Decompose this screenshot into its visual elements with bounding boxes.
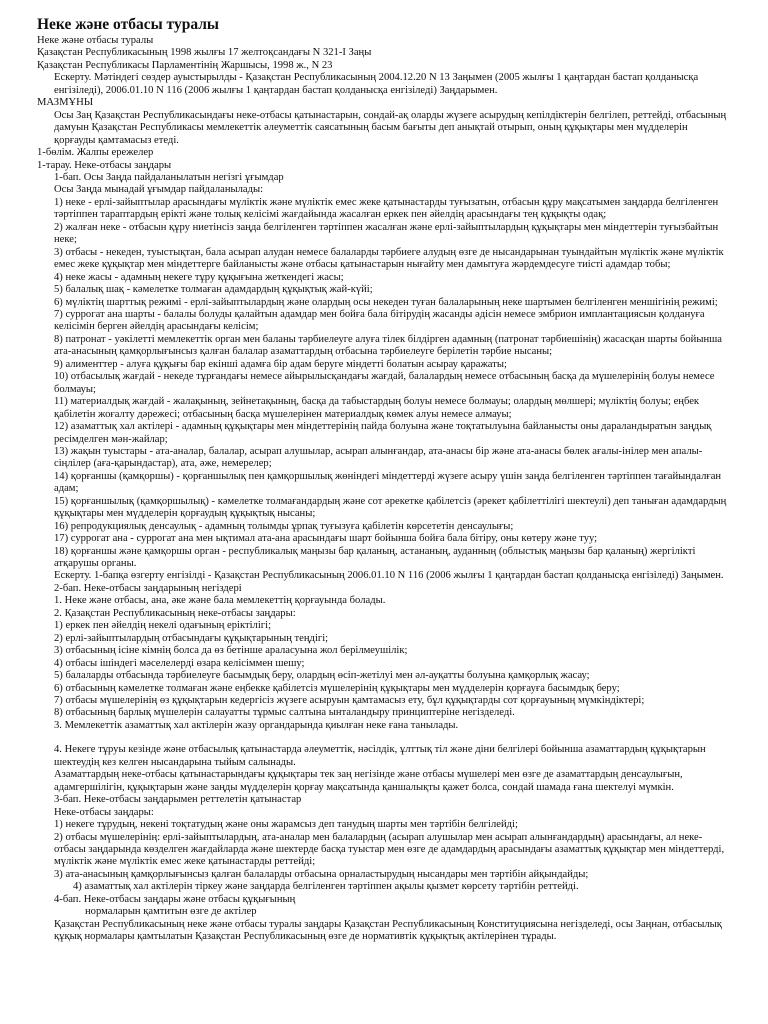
paragraph: Азаматтардың неке-отбасы қатынастарындағы құқықтары тек заң негізінде және отбасы мүшелері мен өзге де азаматтардың денсаулығын, адамгершілігін, құқықтарын және заңды мүдделерін қорғау мақсатында қаншалықты қажет болса, сондай шамада ғана шектелуі мүмкін. (54, 769, 683, 793)
paragraph: 17) суррогат ана - суррогат ана мен ықтимал ата-ана арасындағы шарт бойынша бойға бала бітіру, оны көтеру және туу; (54, 533, 598, 545)
paragraph: 4) азаматтық хал актілерін тіркеу және заңдарда белгіленген тәртіппен ақылы қызмет көрсету тәртібін реттейді. (73, 881, 579, 893)
paragraph: 1) неке - ерлі-зайыптылар арасындағы мүліктік және мүліктік емес жеке қатынастарды туғызатын, отбасын құру мақсатымен заңдарда белгіленген тәртіппен тараптардың ерікті және толық келісімі жағдайында жасалған еркек пен әйелдің арасындағы тең құқықты одақ; (54, 196, 719, 221)
paragraph: 5) балалық шақ - кәмелетке толмаған адамдардың құқықтық жай-күйі; (54, 284, 373, 296)
paragraph: Неке-отбасы заңдары: (54, 806, 154, 818)
paragraph: 2. Қазақстан Республикасының неке-отбасы заңдары: (54, 607, 296, 619)
paragraph: 1-тарау. Неке-отбасы заңдары (37, 159, 172, 171)
paragraph: 7) отбасы мүшелерінің өз құқықтарын кедергісіз жүзеге асыруын қамтамасыз ету, бұл құқықтарды сот қорғауының мүмкіндіктері; (54, 695, 645, 707)
paragraph: МАЗМҰНЫ (37, 97, 94, 109)
paragraph: 2) жалған неке - отбасын құру ниетінсіз заңда белгіленген тәртіппен жасалған және ерлі-зайыптылардың құқықтары мен міндеттерін туғызбайтын неке; (54, 221, 719, 246)
paragraph: 13) жақын туыстары - ата-аналар, балалар, асырап алушылар, асырап алынғандар, ата-анасы бір және ата-анасы бөлек ағалы-інілер мен апалы-сіңлілер (аға-қарындастар), ата, әже, немерелер; (54, 445, 703, 470)
paragraph: 8) патронат - уәкілетті мемлекеттік орган мен баланы тәрбиелеуге алуға тілек білдірген адамның (патронат тәрбиешінің) жасасқан шарты бойынша ата-анасының қамқорлығынсыз қалған балалар азаматтардың отбасына тәрбиелеуге берілетін тәрбие нысаны; (54, 333, 722, 358)
paragraph: Ескерту. 1-бапқа өзгерту енгізілді - Қазақстан Республикасының 2006.01.10 N 116 (2006 жылғы 1 қаңтардан бастап қолданысқа енгізіледі) Заңымен. (54, 570, 724, 582)
paragraph: Ескерту. Мәтіндегі сөздер ауыстырылды - Қазақстан Республикасының 2004.12.20 N 13 Заңымен (2005 жылғы 1 қаңтардан бастап қолданысқа енгізіледі), 2006.01.10 N 116 (2006 жылғы 1 қаңтардан бастап қолданысқа енгізіледі) Заңдарымен. (54, 72, 699, 96)
paragraph: 3) отбасы - некеден, туыстықтан, бала асырап алудан немесе балаларды тәрбиеге алудың өзге де нысандарынан туындайтын мүліктік және мүліктік емес жеке құқықтар мен міндеттерге байланысты және отбасы қатынастарын нығайту мен дамытуға жәрдемдесуге тиісті адамдар тобы; (54, 246, 724, 271)
paragraph: 4) отбасы ішіндегі мәселелерді өзара келісіммен шешу; (54, 657, 305, 669)
paragraph: 5) балаларды отбасында тәрбиелеуге басымдық беру, олардың өсіп-жетілуі мен әл-ауқатты болуына қамқорлық жасау; (54, 670, 590, 682)
paragraph: 6) мүліктің шарттық режимі - ерлі-зайыптылардың және олардың осы некеден туған балаларының неке шартымен белгіленген меншігінің режимі; (54, 296, 718, 308)
paragraph: 10) отбасылық жағдай - некеде тұрғандағы немесе айырылысқандағы жағдай, балалардың немесе отбасының басқа да мүшелерінің болуы немесе болмауы; (54, 371, 715, 395)
paragraph: 4. Некеге тұруы кезінде және отбасылық қатынастарда әлеуметтік, нәсілдік, ұлттық тіл және діни белгілері бойынша азаматтардың құқықтарын шектеудің кез келген нысандарына тыйым салынады. (54, 744, 706, 768)
paragraph: 14) қорғаншы (қамқоршы) - қорғаншылық пен қамқоршылық жөніндегі міндеттерді жүзеге асыру үшін заңда белгіленген тәртіппен тағайындалған адам; (54, 470, 722, 495)
paragraph: 12) азаматтық хал актілері - адамның құқықтары мен міндеттерінің пайда болуына және тоқтатылуына байланысты оны дараландыратын заңдық ресімделген мән-жайлар; (54, 421, 712, 445)
paragraph-spacer (37, 732, 730, 744)
paragraph: 4-бап. Неке-отбасы заңдары және отбасы құқығының (54, 893, 296, 905)
paragraph: 3) отбасының ісіне кімнің болса да өз бетінше араласуына жол берілмеушілік; (54, 645, 408, 657)
document-title: Неке және отбасы туралы (37, 16, 220, 33)
paragraph: 1. Неке және отбасы, ана, әке және бала мемлекеттің қорғауында болады. (54, 595, 386, 607)
paragraph: 18) қорғаншы және қамқоршы орган - республикалық маңызы бар қаланың, астананың, ауданның (облыстық маңызы бар қаланың) жергілікті атқарушы органы. (54, 545, 696, 570)
paragraph: Неке және отбасы туралы (37, 35, 154, 46)
paragraph: 3. Мемлекеттік азаматтық хал актілерін жазу органдарында қиылған неке ғана танылады. (54, 719, 459, 731)
paragraph: Осы Заңда мынадай ұғымдар пайдаланылады: (54, 184, 264, 196)
paragraph: 16) репродукциялық денсаулық - адамның толымды ұрпақ туғызуға қабілетін көрсететін денсаулығы; (54, 520, 514, 532)
paragraph: нормаларын қамтитын өзге де актілер (85, 906, 257, 918)
paragraph: 11) материалдық жағдай - жалақының, зейнетақының, басқа да табыстардың болуы немесе болмауы; олардың мөлшері; мүліктің болуы; еңбек қабілетін жоғалту дәрежесі; отбасының басқа мүшелерінен материалдық көмек алуы немесе алмауы; (54, 396, 700, 420)
paragraph: 2) отбасы мүшелерінің: ерлі-зайыптылардың, ата-аналар мен балалардың (асырап алушылар мен асырап алынғандардың) арасындағы, ал неке-отбасы заңдарында көзделген жағдайларда және шектерде басқа туыстар мен өзге де адамдардың арасындағы азаматтық құқықтар мен міндеттерді, мүліктік және мүліктік емес жеке қатынастарды реттейді; (54, 831, 725, 868)
paragraph: 3) ата-анасының қамқорлығынсыз қалған балаларды отбасына орналастырудың нысандары мен тәртібін айқындайды; (54, 868, 589, 880)
paragraph: 4) неке жасы - адамның некеге тұру құқығына жеткендегі жасы; (54, 271, 344, 283)
paragraph: 1-бөлім. Жалпы ережелер (37, 147, 154, 159)
paragraph: 2) ерлі-зайыптылардың отбасындағы құқықтарының теңдігі; (54, 632, 329, 644)
paragraph: Қазақстан Республикасы Парламентінің Жаршысы, 1998 ж., N 23 (37, 59, 333, 71)
paragraph: 1) некеге тұрудың, некені тоқтатудың және оны жарамсыз деп танудың шарты мен тәртібін белгілейді; (54, 819, 518, 831)
paragraph: 8) отбасының барлық мүшелерін салауатты тұрмыс салтына ынталандыру принциптеріне негізделеді. (54, 707, 515, 719)
paragraph: 2-бап. Неке-отбасы заңдарының негіздері (54, 582, 242, 594)
document-body (37, 35, 730, 944)
paragraph: 7) суррогат ана шарты - балалы болуды қалайтын адамдар мен бойға бала бітірудің жасанды әдісін немесе эмбрион имплантациясын қолдануға келісімін берген әйелдің арасындағы келісім; (54, 308, 705, 333)
paragraph: 1) еркек пен әйелдің некелі одағының еріктілігі; (54, 620, 272, 632)
paragraph: Қазақстан Республикасының 1998 жылғы 17 желтоқсандағы N 321-I Заңы (37, 47, 372, 59)
paragraph: 1-бап. Осы Заңда пайдаланылатын негізгі ұғымдар (54, 171, 284, 183)
paragraph: 3-бап. Неке-отбасы заңдарымен реттелетін қатынастар (54, 794, 302, 806)
paragraph: 15) қорғаншылық (қамқоршылық) - кәмелетке толмағандардың және сот әрекетке қабілетсіз (әрекет қабілеттілігі шектеулі) деп таныған адамдардың құқықтары мен мүдделерін қорғаудың құқықтық нысаны; (54, 495, 727, 520)
paragraph: Осы Заң Қазақстан Республикасындағы неке-отбасы қатынастарын, сондай-ақ оларды жүзеге асырудың кепілдіктерін белгілеп, реттейді, отбасының дамуын Қазақстан Республикасы мемлекеттік әлеуметтік саясатының басым бағыты деп анықтай отырып, оның құқықтары мен мүдделерін қорғауды қамтамасыз етеді. (54, 109, 727, 146)
paragraph: Қазақстан Республикасының неке және отбасы туралы заңдары Қазақстан Республикасының Конституциясына негізделеді, осы Заңнан, отбасылық құқық нормалары қамтылатын Қазақстан Республикасының өзге де нормативтік құқықтық актілерінен тұрады. (54, 918, 722, 943)
paragraph: 6) отбасының кәмелетке толмаған және еңбекке қабілетсіз мүшелерінің құқықтары мен мүдделерін қорғауға басымдық беру; (54, 682, 620, 694)
paragraph: 9) алименттер - алуға құқығы бар екінші адамға бір адам беруге міндетті болатын асырау қаражаты; (54, 358, 507, 370)
